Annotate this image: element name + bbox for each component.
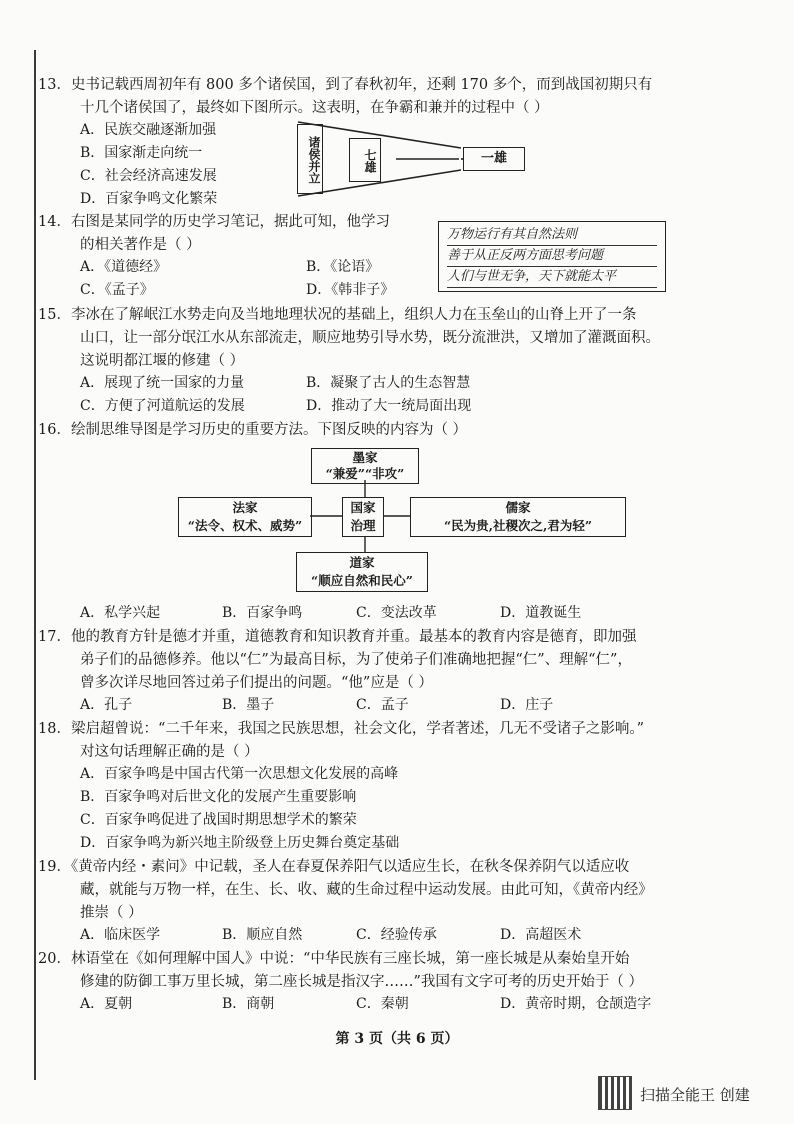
q14-note-1: 万物运行有其自然法则 [447,225,657,246]
q18-line1: 18．梁启超曾说：“二千年来，我国之民族思想，社会文化，学者著述，几无不受诸子之影响。” [38,721,645,737]
q16-governance-content: 治理 [350,518,376,533]
q20-line2: 修建的防御工事万里长城，第二座长城是指汉字……”我国有文字可考的历史开始于（ ） [80,974,644,990]
q16-legalism-title: 法家 [232,500,258,515]
q13-box-feudal-states: 诸侯并立 [297,124,323,194]
q19-line1: 19．《黄帝内经・素问》中记载，圣人在春夏保养阳气以适应生长，在秋冬保养阴气以适应收 [38,859,630,875]
q16-taoism-content: “顺应自然和民心” [311,573,413,588]
q18-option-a: A．百家争鸣是中国古代第一次思想文化发展的高峰 [80,766,399,782]
q14-option-a: A．《道德经》 [80,259,168,275]
q20-option-d: D．黄帝时期，仓颉造字 [500,996,652,1012]
q13-line2: 十几个诸侯国了，最终如下图所示。这表明，在争霸和兼并的过程中（ ） [80,100,549,116]
q19-option-a: A．临床医学 [80,927,161,943]
q16-box-confucianism [410,497,626,537]
q16-confucianism-title: 儒家 [505,500,531,515]
page-number: 第 3 页（共 6 页） [335,1031,459,1047]
q14-line2: 的相关著作是（ ） [80,237,201,253]
q16-box-taoism [296,552,428,592]
q14-option-b: B．《论语》 [306,259,380,275]
q16-box-governance [342,497,384,537]
q15-option-c: C．方便了河道航运的发展 [80,398,245,414]
q15-line1: 15．李冰在了解岷江水势走向及当地地理状况的基础上，组织人力在玉垒山的山脊上开了一条 [38,307,637,323]
scanner-watermark: 扫描全能王 创建 [640,1086,750,1104]
q14-note-3: 人们与世无争，天下就能太平 [447,267,657,288]
q15-line2: 山口，让一部分氓江水从东部流走，顺应地势引导水势，既分流泄洪，又增加了灌溉面积。 [80,330,660,346]
q16-option-b: B．百家争鸣 [222,605,303,621]
q16-confucianism-content: “民为贵,社稷次之,君为轻” [443,518,593,533]
binding-margin-line [34,50,36,1080]
q18-option-d: D．百家争鸣为新兴地主阶级登上历史舞台奠定基础 [80,835,400,851]
q16-box-mohism [311,448,419,484]
q19-line3: 推崇（ ） [80,905,143,921]
q15-option-b: B．凝聚了古人的生态智慧 [306,375,471,391]
q13-box-one-power: 一雄 [463,147,525,171]
q16-option-d: D．道教诞生 [500,605,582,621]
q14-option-d: D．《韩非子》 [306,282,395,298]
q17-option-d: D．庄子 [500,697,554,713]
q16-option-c: C．变法改革 [356,605,437,621]
q18-line2: 对这句话理解正确的是（ ） [80,744,259,760]
q14-note-2: 善于从正反两方面思考问题 [447,246,657,267]
q13-box-seven-powers: 七雄 [349,138,381,182]
q16-mohism-title: 墨家 [352,450,378,465]
q20-line1: 20．林语堂在《如何理解中国人》中说：“中华民族有三座长城，第一座长城是从秦始皇开始 [38,951,630,967]
q16-mohism-content: “兼爱”“非攻” [325,466,405,481]
q16-legalism-content: “法令、权术、威势” [187,518,303,533]
q13-option-d: D．百家争鸣文化繁荣 [80,191,218,207]
q15-option-a: A．展现了统一国家的力量 [80,375,245,391]
q17-line3: 曾多次详尽地回答过弟子们提出的问题。“他”应是（ ） [80,675,433,691]
q19-option-c: C．经验传承 [356,927,437,943]
q13-option-a: A．民族交融逐渐加强 [80,122,217,138]
q17-line2: 弟子们的品德修养。他以“仁”为最高目标，为了使弟子们准确地把握“仁”、理解“仁”， [80,652,632,668]
q15-line3: 这说明都江堰的修建（ ） [80,353,245,369]
q18-option-c: C．百家争鸣促进了战国时期思想学术的繁荣 [80,812,357,828]
q15-option-d: D．推动了大一统局面出现 [306,398,472,414]
q14-line1: 14．右图是某同学的历史学习笔记，据此可知，他学习 [38,214,390,230]
q16-taoism-title: 道家 [349,555,375,570]
q18-option-b: B．百家争鸣对后世文化的发展产生重要影响 [80,789,357,805]
q19-option-b: B．顺应自然 [222,927,303,943]
q14-study-notes [438,221,666,292]
q16-governance-title: 国家 [350,500,376,515]
q13-option-c: C．社会经济高速发展 [80,168,217,184]
q16-line1: 16．绘制思维导图是学习历史的重要方法。下图反映的内容为（ ） [38,422,468,438]
q16-box-legalism [178,497,312,537]
q17-option-b: B．墨子 [222,697,275,713]
q13-line1: 13．史书记载西周初年有 800 多个诸侯国，到了春秋初年，还剩 170 多个，而到战国初期只有 [38,77,653,93]
q20-option-b: B．商朝 [222,996,275,1012]
q19-line2: 藏，就能与万物一样，在生、长、收、藏的生命过程中运动发展。由此可知，《黄帝内经》 [80,882,653,898]
qr-code-icon [598,1076,632,1110]
q13-option-b: B．国家渐走向统一 [80,145,203,161]
q20-option-c: C．秦朝 [356,996,409,1012]
q14-option-c: C．《孟子》 [80,282,154,298]
q19-option-d: D．高超医术 [500,927,582,943]
q17-line1: 17．他的教育方针是德才并重，道德教育和知识教育并重。最基本的教育内容是德育，即加强 [38,629,637,645]
q20-option-a: A．夏朝 [80,996,133,1012]
q16-option-a: A．私学兴起 [80,605,161,621]
q17-option-c: C．孟子 [356,697,409,713]
q17-option-a: A．孔子 [80,697,133,713]
